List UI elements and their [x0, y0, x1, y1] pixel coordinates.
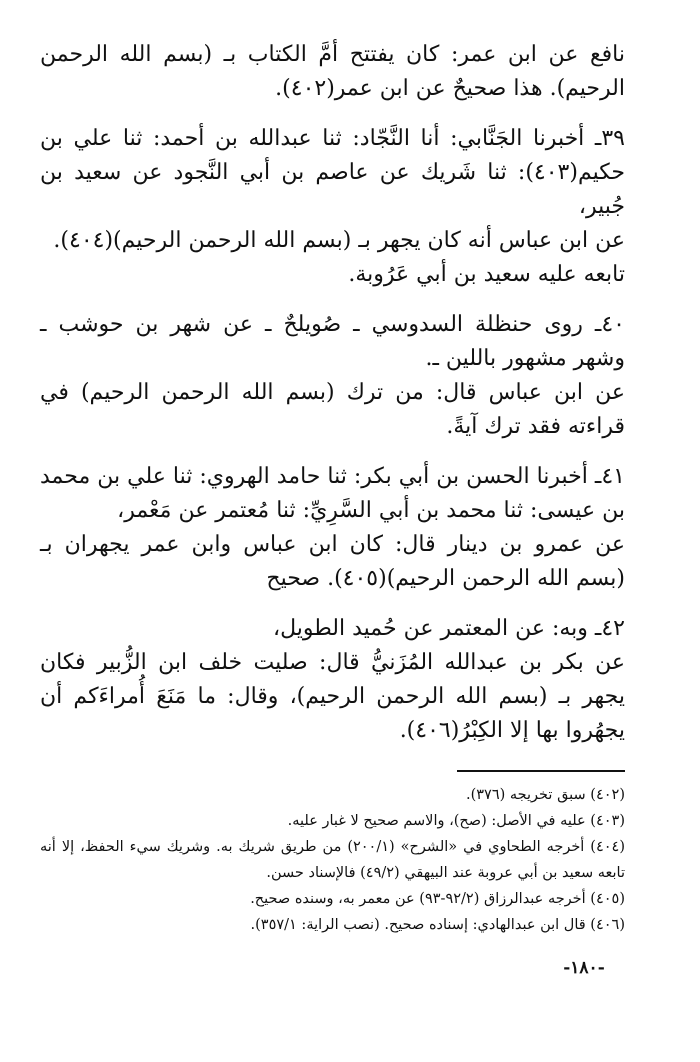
footnote-406: (٤٠٦) قال ابن عبدالهادي: إسناده صحيح. (نصب الراية: ٣٥٧/١). — [250, 917, 625, 933]
document-page — [40, 38, 625, 938]
paragraph-hadith-40: ٤٠ـ روى حنظلة السدوسي ـ صُويلحٌ ـ عن شهر بن حوشب ـ وشهر مشهور باللين ـ. — [40, 312, 625, 371]
footnote-404: (٤٠٤) أخرجه الطحاوي في «الشرح» (٢٠٠/١) من طريق شريك به. وشريك سيء الحفظ، إلا أنه تابعه سعيد بن أبي عروبة عند البيهقي (٤٩/٢) فالإسناد حسن. — [40, 839, 626, 881]
paragraph: عن ابن عباس أنه كان يجهر بـ (بسم الله الرحمن الرحيم)(٤٠٤). — [53, 228, 625, 253]
paragraph: عن بكر بن عبدالله المُزَنيُّ قال: صليت خلف ابن الزُّبير فكان يجهر بـ (بسم الله الرحمن الرحيم)، وقال: ما مَنَعَ أُمراءَكم أن يجهُروا بها إلا الكِبْرُ(٤٠٦). — [40, 650, 625, 743]
paragraph-hadith-39: ٣٩ـ أخبرنا الجَنَّابي: أنا النَّجّاد: ثنا عبدالله بن أحمد: ثنا علي بن حكيم(٤٠٣): ثنا شَريك عن عاصم بن أبي النَّجود عن سعيد بن جُبير، — [40, 126, 625, 219]
paragraph: عن عمرو بن دينار قال: كان ابن عباس وابن عمر يجهران بـ (بسم الله الرحمن الرحيم)(٤٠٥). صحيح — [40, 532, 625, 591]
paragraph: نافع عن ابن عمر: كان يفتتح أمَّ الكتاب بـ (بسم الله الرحمن الرحيم). هذا صحيحٌ عن ابن عمر(٤٠٢). — [40, 42, 625, 101]
paragraph: تابعه عليه سعيد بن أبي عَرُوبة. — [348, 262, 625, 287]
footnote-403: (٤٠٣) عليه في الأصل: (صح)، والاسم صحيح لا غبار عليه. — [287, 813, 625, 829]
footnote-402: (٤٠٢) سبق تخريجه (٣٧٦). — [465, 787, 625, 803]
main-text — [40, 38, 625, 748]
paragraph-hadith-41: ٤١ـ أخبرنا الحسن بن أبي بكر: ثنا حامد الهروي: ثنا علي بن محمد بن عيسى: ثنا محمد بن أبي السَّرِيِّ: ثنا مُعتمر عن مَعْمر، — [40, 464, 625, 523]
footnote-405: (٤٠٥) أخرجه عبدالرزاق (٩٢/٢-٩٣) عن معمر به، وسنده صحيح. — [250, 891, 625, 907]
footnote-divider — [457, 770, 625, 772]
paragraph-hadith-42: ٤٢ـ وبه: عن المعتمر عن حُميد الطويل، — [272, 616, 625, 641]
footnotes — [40, 782, 625, 938]
page-number: -١٨٠- — [563, 958, 605, 978]
paragraph: عن ابن عباس قال: من ترك (بسم الله الرحمن الرحيم) في قراءته فقد ترك آيةً. — [40, 380, 625, 439]
